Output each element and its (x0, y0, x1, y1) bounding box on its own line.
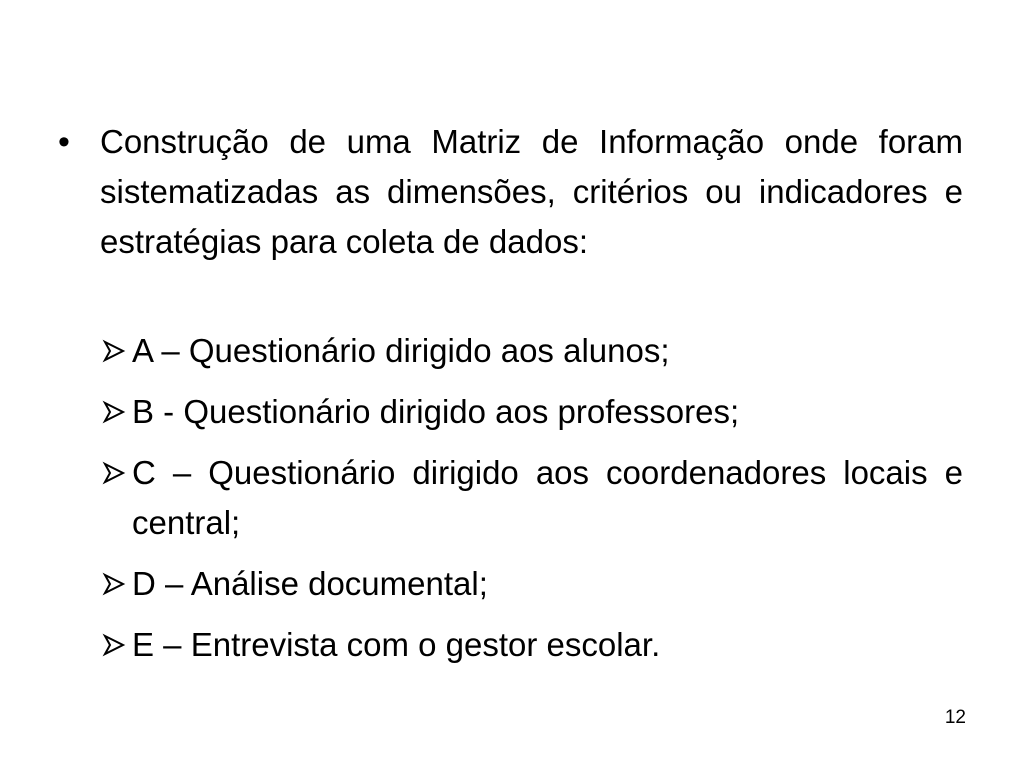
sub-bullet-item (102, 559, 963, 609)
sub-bullet-text: A – Questionário dirigido aos alunos; (132, 332, 670, 369)
bullet-dot-icon: • (58, 123, 70, 161)
sub-bullet-text: C – Questionário dirigido aos coordenadores locais e central; (132, 454, 963, 541)
sub-bullet-list (102, 326, 963, 681)
arrowhead-icon (102, 387, 132, 437)
sub-bullet-item (102, 448, 963, 548)
sub-bullet-item (102, 387, 963, 437)
sub-bullet-text: D – Análise documental; (132, 565, 488, 602)
arrowhead-icon (102, 559, 132, 609)
page-number: 12 (944, 707, 966, 728)
sub-bullet-item (102, 620, 963, 670)
arrowhead-icon (102, 326, 132, 376)
sub-bullet-text: E – Entrevista com o gestor escolar. (132, 626, 661, 663)
arrowhead-icon (102, 448, 132, 498)
main-bullet-text: Construção de uma Matriz de Informação onde foram sistematizadas as dimensões, critérios ou indicadores e estratégias para coleta de dados: (100, 123, 963, 260)
sub-bullet-text: B - Questionário dirigido aos professores; (132, 393, 740, 430)
arrowhead-icon (102, 620, 132, 670)
main-bullet-item (58, 117, 963, 267)
sub-bullet-item (102, 326, 963, 376)
